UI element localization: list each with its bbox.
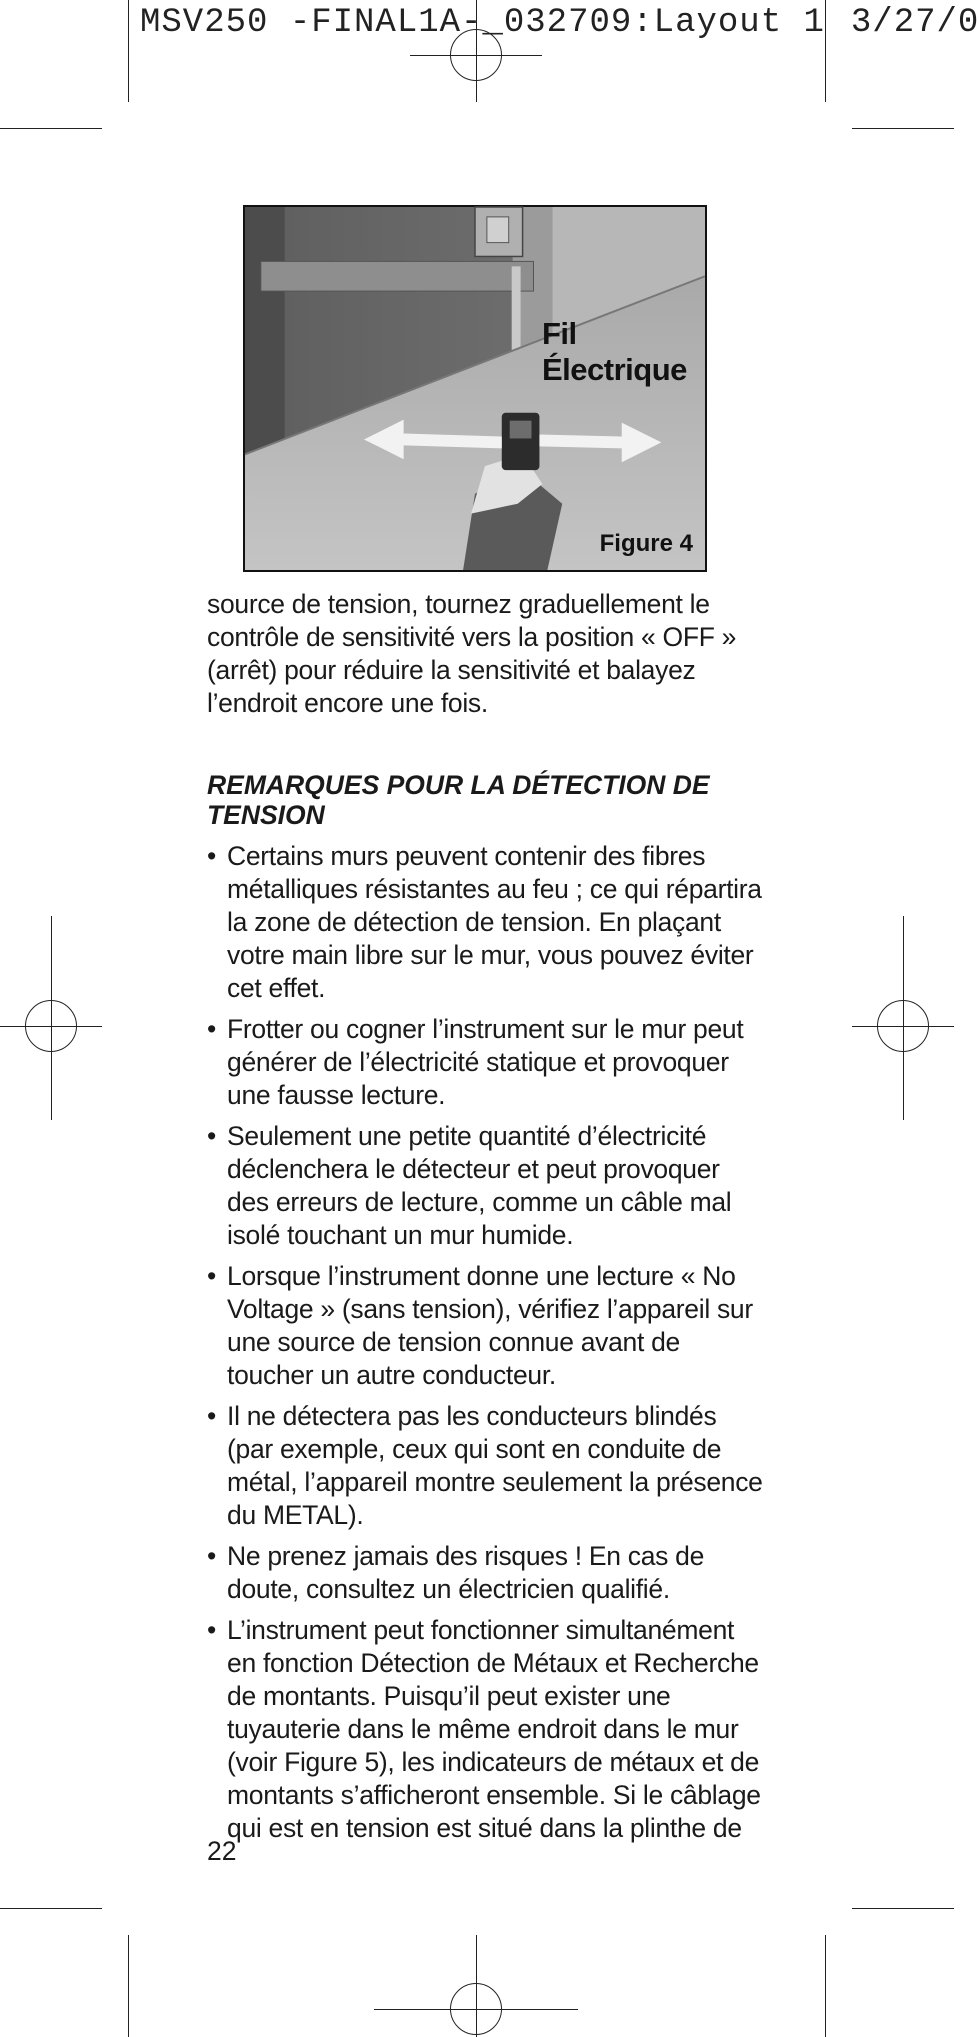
- crop-mark-bottom-right-v: [825, 1935, 826, 2037]
- crop-mark-top-right-v: [825, 0, 826, 102]
- slug-file-name: MSV250 -FINAL1A-_032709:Layout 1: [140, 4, 825, 42]
- print-slug: [140, 4, 979, 42]
- crop-mark-bottom-left-h: [0, 1908, 102, 1909]
- figure-4-photo: [243, 205, 707, 572]
- crop-mark-bottom-left-v: [128, 1935, 129, 2037]
- page-number: 22: [207, 1836, 237, 1866]
- section-heading: REMARQUES POUR LA DÉTECTION DE TENSION: [207, 770, 710, 830]
- page-content: [207, 588, 767, 1853]
- list-item: • L’instrument peut fonctionner simultanément en fonction Détection de Métaux et Recherche de montants. Puisqu’il peut exister une tuyauterie dans le même endroit dans le mur (voir Figure 5), les indicateurs de métaux et de montants s’afficheront ensemble. Si le câblage qui est en tension est situé dans la plinthe de: [207, 1614, 767, 1845]
- wall-scan-illustration: [245, 207, 705, 570]
- figure-label-line2: Électrique: [542, 352, 687, 387]
- crop-mark-top-left-v: [128, 0, 129, 102]
- figure-caption: Figure 4: [599, 530, 693, 557]
- figure-label-wire: [542, 316, 687, 388]
- crop-mark-top-right-h: [852, 128, 954, 129]
- crop-mark-top-left-h: [0, 128, 102, 129]
- list-item: • Il ne détectera pas les conducteurs blindés (par exemple, ceux qui sont en conduite de métal, l’appareil montre seulement la présence du METAL).: [207, 1400, 767, 1532]
- list-item: • Lorsque l’instrument donne une lecture « No Voltage » (sans tension), vérifiez l’appareil sur une source de tension connue avant de toucher un autre conducteur.: [207, 1260, 767, 1392]
- list-item: • Ne prenez jamais des risques ! En cas de doute, consultez un électricien qualifié.: [207, 1540, 767, 1606]
- list-item: • Frotter ou cogner l’instrument sur le mur peut générer de l’électricité statique et provoquer une fausse lecture.: [207, 1013, 767, 1112]
- crop-mark-bottom-right-h: [852, 1908, 954, 1909]
- intro-paragraph: source de tension, tournez graduellement le contrôle de sensitivité vers la position « OFF » (arrêt) pour réduire la sensitivité et balayez l’endroit encore une fois.: [207, 589, 737, 718]
- figure-label-line1: Fil: [542, 316, 577, 351]
- list-item: • Certains murs peuvent contenir des fibres métalliques résistantes au feu ; ce qui répartira la zone de détection de tension. En plaçant votre main libre sur le mur, vous pouvez éviter cet effet.: [207, 840, 767, 1005]
- list-item: • Seulement une petite quantité d’électricité déclenchera le détecteur et peut provoquer des erreurs de lecture, comme un câble mal isolé touchant un mur humide.: [207, 1120, 767, 1252]
- slug-date: 3/27/0: [850, 4, 979, 42]
- notes-list: [207, 840, 767, 1845]
